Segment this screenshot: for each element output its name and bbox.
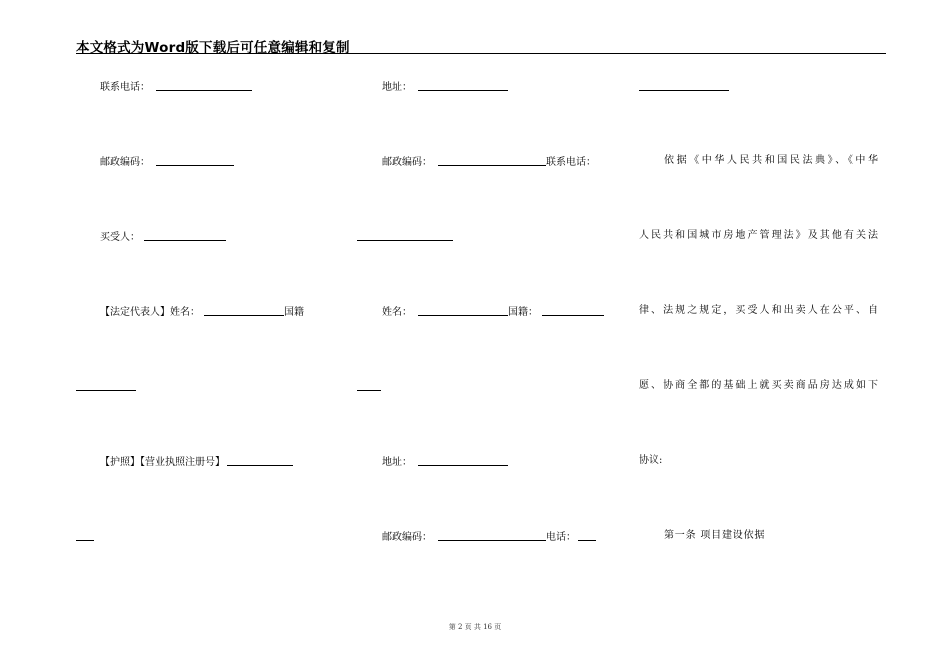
- continuation-row-5: [639, 80, 729, 94]
- document-header: 本文格式为Word版下载后可任意编辑和复制: [76, 40, 350, 56]
- legal-rep-name-blank: [204, 305, 284, 316]
- contact-phone-label-2: 联系电话：: [546, 157, 596, 168]
- postal-code-blank-3: [438, 530, 546, 541]
- address-blank: [418, 80, 508, 91]
- header-rule: [76, 53, 886, 54]
- postal-phone-row: [382, 155, 596, 169]
- nationality-blank-2-cont: [357, 380, 381, 391]
- page-number: 第 2 页 共 16 页: [448, 623, 502, 631]
- postal-code-blank-2: [438, 155, 546, 166]
- passport-license-label: 【护照】【营业执照注册号】: [100, 457, 225, 468]
- passport-license-blank-cont: [76, 530, 94, 541]
- continuation-row-1: [76, 380, 136, 394]
- continuation-row-4: [357, 380, 381, 394]
- legal-rep-row: [100, 305, 304, 319]
- nationality-blank-2: [542, 305, 604, 316]
- contact-phone-row: [100, 80, 252, 94]
- buyer-row: [100, 230, 226, 244]
- nationality-label: 国籍: [284, 307, 304, 318]
- phone-label: 电话：: [546, 532, 576, 543]
- address-row: [382, 80, 508, 94]
- postal-code-label-3: 邮政编码：: [382, 532, 432, 543]
- buyer-label: 买受人：: [100, 232, 140, 243]
- column3-top-blank: [639, 80, 729, 91]
- legal-rep-name-label: 【法定代表人】姓名：: [100, 307, 200, 318]
- nationality-label-2: 国籍：: [508, 307, 538, 318]
- address-label-2: 地址：: [382, 457, 412, 468]
- name-nationality-row: [382, 305, 604, 319]
- contact-phone-blank: [156, 80, 252, 91]
- name-blank: [418, 305, 508, 316]
- continuation-row-2: [76, 530, 94, 544]
- nationality-blank: [76, 380, 136, 391]
- buyer-blank: [144, 230, 226, 241]
- address-label: 地址：: [382, 82, 412, 93]
- name-label: 姓名：: [382, 307, 412, 318]
- postal-code-blank: [156, 155, 234, 166]
- article-1-heading: 第一条 项目建设依据: [664, 530, 766, 541]
- passport-license-blank: [227, 455, 293, 466]
- address-row-2: [382, 455, 508, 469]
- contact-phone-label: 联系电话：: [100, 82, 150, 93]
- contact-phone-blank-2: [357, 230, 453, 241]
- body-line-1: 依据《中华人民共和国民法典》、《中华: [664, 155, 878, 166]
- body-line-4: 愿、协商全都的基础上就买卖商品房达成如下: [639, 380, 878, 391]
- body-line-5: 协议:: [639, 455, 663, 466]
- postal-code-label: 邮政编码：: [100, 157, 150, 168]
- postal-code-label-2: 邮政编码：: [382, 157, 432, 168]
- body-line-2: 人民共和国城市房地产管理法》及其他有关法: [639, 230, 878, 241]
- postal-code-row: [100, 155, 234, 169]
- body-line-3: 律、法规之规定，买受人和出卖人在公平、自: [639, 305, 878, 316]
- continuation-row-3: [357, 230, 453, 244]
- address-blank-2: [418, 455, 508, 466]
- postal-phone-row-2: [382, 530, 596, 544]
- phone-blank: [578, 530, 596, 541]
- passport-license-row: [100, 455, 293, 469]
